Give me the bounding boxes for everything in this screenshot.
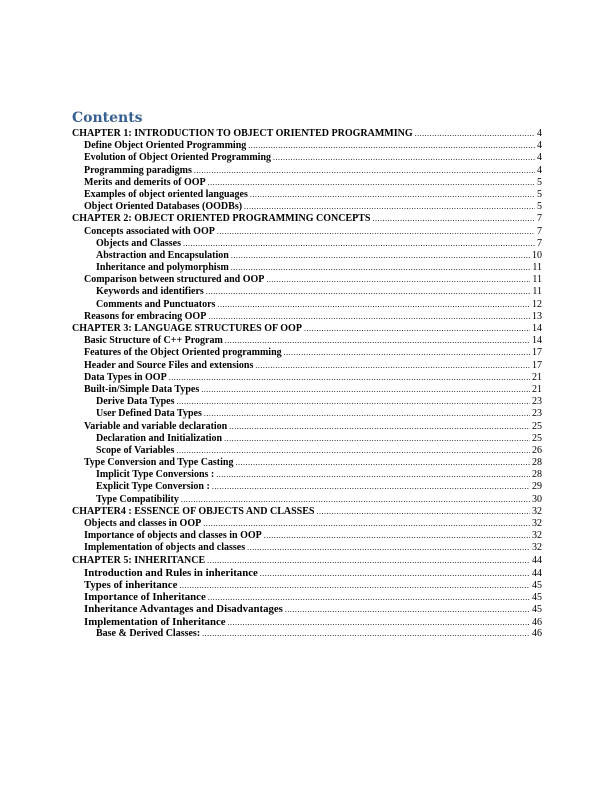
toc-entry-label: Concepts associated with OOP: [84, 225, 215, 237]
toc-entry-page-number: 4: [537, 128, 542, 139]
dot-leader: [203, 518, 530, 530]
toc-entry[interactable]: [72, 628, 542, 640]
dot-leader: [231, 262, 531, 274]
toc-entry-label: Object Oriented Databases (OODBs): [84, 201, 243, 213]
dot-leader: [194, 165, 535, 177]
toc-entry[interactable]: [72, 128, 542, 140]
toc-entry-page-number: 17: [532, 359, 542, 371]
toc-entry[interactable]: [72, 299, 542, 311]
toc-entry[interactable]: [72, 591, 542, 603]
toc-entry-page-number: 21: [532, 383, 542, 395]
toc-entry-page-number: 25: [532, 432, 542, 444]
toc-entry-page-number: 11: [532, 262, 542, 274]
toc-entry-label: Implementation of Inheritance: [84, 615, 226, 628]
toc-entry-page-number: 28: [532, 457, 542, 469]
toc-entry-label: Keywords and identifiers: [96, 286, 204, 298]
dot-leader: [169, 372, 530, 384]
toc-entry-label: CHAPTER 1: INTRODUCTION TO OBJECT ORIENTED PROGRAMMING: [72, 128, 413, 139]
toc-title: Contents: [72, 110, 143, 126]
dot-leader: [372, 213, 535, 225]
toc-entry[interactable]: [72, 165, 542, 177]
toc-entry-label: Explicit Type Conversion :: [96, 481, 210, 493]
toc-entry-page-number: 32: [532, 530, 542, 542]
dot-leader: [176, 445, 530, 457]
dot-leader: [250, 189, 535, 201]
toc-entry-page-number: 46: [532, 627, 542, 639]
toc-entry-label: Inheritance and polymorphism: [96, 262, 229, 274]
dot-leader: [255, 360, 530, 372]
toc-entry[interactable]: [72, 433, 542, 445]
dot-leader: [177, 396, 530, 408]
toc-entry-label: Derive Data Types: [96, 396, 175, 408]
toc-entry[interactable]: [72, 579, 542, 591]
toc-entry[interactable]: [72, 152, 542, 164]
toc-entry-label: Types of inheritance: [84, 578, 178, 591]
toc-entry-page-number: 44: [532, 567, 542, 579]
dot-leader: [206, 286, 531, 298]
dot-leader: [225, 335, 530, 347]
toc-entry-label: Base & Derived Classes:: [96, 627, 201, 639]
toc-entry[interactable]: [72, 274, 542, 286]
toc-entry-page-number: 23: [532, 396, 542, 408]
toc-entry-label: Objects and Classes: [96, 237, 182, 249]
toc-entry[interactable]: [72, 213, 542, 225]
toc-list: [72, 128, 542, 640]
toc-entry-label: Built-in/Simple Data Types: [84, 383, 200, 395]
dot-leader: [247, 542, 530, 554]
dot-leader: [204, 408, 530, 420]
toc-entry-page-number: 46: [532, 616, 542, 628]
toc-entry-label: Header and Source Files and extensions: [84, 359, 254, 371]
dot-leader: [260, 568, 530, 580]
toc-entry-page-number: 45: [532, 579, 542, 591]
toc-entry[interactable]: [72, 140, 542, 152]
dot-leader: [216, 469, 530, 481]
toc-entry-label: Examples of object oriented languages: [84, 188, 248, 200]
toc-entry-page-number: 23: [532, 408, 542, 420]
toc-entry-label: Abstraction and Encapsulation: [96, 249, 229, 261]
toc-entry-page-number: 7: [537, 213, 542, 225]
toc-entry[interactable]: [72, 286, 542, 298]
toc-entry-page-number: 29: [532, 481, 542, 493]
toc-entry[interactable]: [72, 347, 542, 359]
toc-entry-label: Importance of objects and classes in OOP: [84, 530, 262, 542]
toc-entry-page-number: 17: [532, 347, 542, 359]
toc-entry-label: User Defined Data Types: [96, 408, 202, 420]
toc-entry-page-number: 5: [537, 201, 542, 213]
toc-entry[interactable]: [72, 494, 542, 506]
toc-entry[interactable]: [72, 396, 542, 408]
dot-leader: [273, 152, 535, 164]
toc-entry-page-number: 13: [532, 310, 542, 322]
toc-entry-page-number: 32: [532, 518, 542, 529]
dot-leader: [208, 311, 530, 323]
toc-entry-label: Programming paradigms: [84, 164, 192, 176]
toc-entry-label: Objects and classes in OOP: [84, 518, 202, 529]
toc-entry-label: Variable and variable declaration: [84, 420, 228, 432]
toc-entry[interactable]: [72, 542, 542, 554]
toc-entry[interactable]: [72, 372, 542, 384]
dot-leader: [231, 250, 530, 262]
toc-entry-page-number: 10: [532, 249, 542, 261]
toc-entry-page-number: 11: [532, 274, 542, 286]
dot-leader: [201, 384, 530, 396]
toc-entry[interactable]: [72, 335, 542, 347]
toc-entry-page-number: 32: [532, 542, 542, 554]
dot-leader: [183, 238, 535, 250]
toc-entry[interactable]: [72, 506, 542, 518]
toc-entry-page-number: 7: [537, 225, 542, 237]
toc-entry[interactable]: [72, 567, 542, 579]
toc-entry-label: CHAPTER 3: LANGUAGE STRUCTURES OF OOP: [72, 323, 302, 334]
toc-entry-page-number: 4: [537, 140, 542, 152]
toc-entry-page-number: 45: [532, 604, 542, 616]
dot-leader: [244, 201, 535, 213]
dot-leader: [181, 494, 530, 506]
toc-entry-page-number: 11: [532, 286, 542, 298]
toc-entry[interactable]: [72, 421, 542, 433]
dot-leader: [285, 604, 530, 616]
toc-entry-page-number: 7: [537, 237, 542, 249]
toc-entry-page-number: 28: [532, 469, 542, 481]
toc-entry-page-number: 21: [532, 371, 542, 383]
toc-entry[interactable]: [72, 384, 542, 396]
toc-entry[interactable]: [72, 555, 542, 567]
toc-entry[interactable]: [72, 603, 542, 615]
toc-entry-label: CHAPTER4 : ESSENCE OF OBJECTS AND CLASSES: [72, 505, 315, 517]
dot-leader: [217, 226, 535, 238]
toc-entry-label: Importance of Inheritance: [84, 591, 206, 604]
toc-entry[interactable]: [72, 201, 542, 213]
toc-entry-label: CHAPTER 2: OBJECT ORIENTED PROGRAMMING CONCEPTS: [72, 213, 371, 225]
toc-entry-label: Features of the Object Oriented programming: [84, 347, 282, 359]
toc-entry[interactable]: [72, 226, 542, 238]
toc-entry[interactable]: [72, 250, 542, 262]
dot-leader: [229, 421, 530, 433]
dot-leader: [284, 347, 530, 359]
dot-leader: [316, 506, 530, 518]
dot-leader: [217, 299, 530, 311]
toc-entry-page-number: 14: [532, 335, 542, 347]
dot-leader: [304, 323, 530, 335]
toc-entry[interactable]: [72, 189, 542, 201]
toc-entry[interactable]: [72, 177, 542, 189]
toc-entry-label: Implementation of objects and classes: [84, 542, 246, 554]
toc-entry-label: Scope of Variables: [96, 444, 175, 456]
toc-entry-page-number: 30: [532, 493, 542, 505]
toc-entry-page-number: 26: [532, 444, 542, 456]
dot-leader: [266, 274, 530, 286]
toc-entry-label: Reasons for embracing OOP: [84, 310, 207, 322]
dot-leader: [179, 580, 530, 592]
toc-entry[interactable]: [72, 457, 542, 469]
toc-entry[interactable]: [72, 481, 542, 493]
dot-leader: [202, 628, 530, 640]
toc-entry-page-number: 4: [537, 164, 542, 176]
toc-entry-page-number: 5: [537, 176, 542, 188]
toc-entry-label: Declaration and Initialization: [96, 432, 223, 444]
toc-entry-page-number: 44: [532, 554, 542, 566]
dot-leader: [248, 140, 535, 152]
toc-entry-label: Data Types in OOP: [84, 371, 167, 383]
toc-entry[interactable]: [72, 311, 542, 323]
toc-entry-label: Comments and Punctuators: [96, 298, 216, 310]
toc-entry[interactable]: [72, 530, 542, 542]
toc-entry-label: Define Object Oriented Programming: [84, 140, 247, 152]
dot-leader: [208, 177, 535, 189]
toc-entry[interactable]: [72, 262, 542, 274]
toc-entry[interactable]: [72, 518, 542, 530]
toc-entry-page-number: 45: [532, 592, 542, 604]
toc-entry[interactable]: [72, 360, 542, 372]
toc-entry[interactable]: [72, 445, 542, 457]
toc-entry-label: Type Compatibility: [96, 493, 179, 505]
toc-entry[interactable]: [72, 408, 542, 420]
toc-entry-label: Evolution of Object Oriented Programming: [84, 152, 272, 164]
toc-entry-label: Introduction and Rules in inheritance: [84, 566, 258, 579]
toc-entry[interactable]: [72, 616, 542, 628]
dot-leader: [264, 530, 530, 542]
dot-leader: [224, 433, 530, 445]
toc-entry-label: Basic Structure of C++ Program: [84, 335, 223, 347]
dot-leader: [212, 481, 530, 493]
toc-entry-label: CHAPTER 5: INHERITANCE: [72, 554, 206, 566]
toc-entry-page-number: 25: [532, 420, 542, 432]
toc-entry-page-number: 5: [537, 188, 542, 200]
dot-leader: [415, 128, 535, 140]
toc-entry-label: Merits and demerits of OOP: [84, 176, 206, 188]
toc-entry-page-number: 4: [537, 152, 542, 164]
toc-entry[interactable]: [72, 238, 542, 250]
toc-entry-page-number: 32: [532, 505, 542, 517]
toc-entry[interactable]: [72, 469, 542, 481]
toc-entry-page-number: 14: [532, 323, 542, 334]
toc-entry-label: Type Conversion and Type Casting: [84, 457, 234, 469]
toc-entry-label: Comparison between structured and OOP: [84, 274, 265, 286]
toc-entry-label: Inheritance Advantages and Disadvantages: [84, 603, 283, 616]
toc-entry-page-number: 12: [532, 298, 542, 310]
dot-leader: [207, 555, 530, 567]
dot-leader: [235, 457, 530, 469]
toc-entry[interactable]: [72, 323, 542, 335]
toc-entry-label: Implicit Type Conversions :: [96, 469, 215, 481]
